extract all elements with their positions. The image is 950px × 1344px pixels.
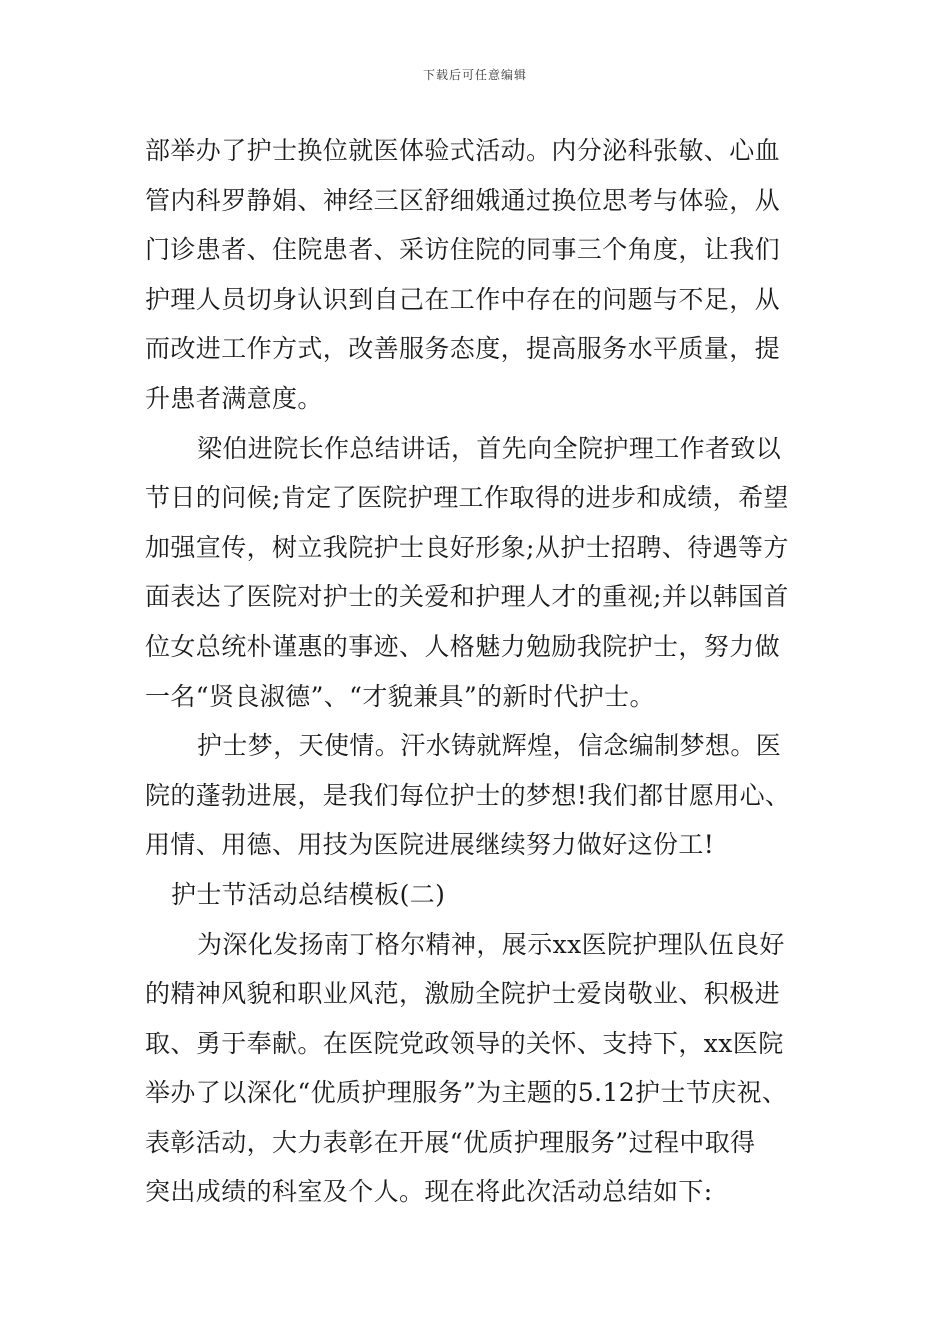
text-line: 管内科罗静娟、神经三区舒细娥通过换位思考与体验，从 — [145, 185, 781, 215]
text-line: 院的蓬勃进展，是我们每位护士的梦想!我们都甘愿用心、 — [145, 780, 791, 810]
text-line: 突出成绩的科室及个人。现在将此次活动总结如下: — [145, 1177, 713, 1207]
text-line: 一名“贤良淑德”、“才貌兼具”的新时代护士。 — [145, 681, 655, 711]
document-body — [145, 126, 825, 1217]
section-heading: 护士节活动总结模板(二) — [171, 879, 446, 909]
text-line: 部举办了护士换位就医体验式活动。内分泌科张敏、心血 — [145, 136, 781, 165]
page-header: 下载后可任意编辑 — [422, 68, 527, 82]
text-line: 护理人员切身认识到自己在工作中存在的问题与不足，从 — [145, 284, 781, 314]
text-line: 节日的问候;肯定了医院护理工作取得的进步和成绩，希望 — [145, 483, 789, 513]
text-line: 取、勇于奉献。在医院党政领导的关怀、支持下，xx医院 — [145, 1028, 784, 1058]
paragraph-start-line: 为深化发扬南丁格尔精神，展示xx医院护理队伍良好 — [197, 929, 785, 959]
paragraph-start-line: 梁伯进院长作总结讲话，首先向全院护理工作者致以 — [197, 433, 782, 463]
text-line: 面表达了医院对护士的关爱和护理人才的重视;并以韩国首 — [145, 582, 789, 612]
text-line: 用情、用德、用技为医院进展继续努力做好这份工! — [145, 830, 715, 860]
text-line: 位女总统朴谨惠的事迹、人格魅力勉励我院护士，努力做 — [145, 631, 781, 661]
text-line: 表彰活动，大力表彰在开展“优质护理服务”过程中取得 — [145, 1127, 756, 1157]
text-line: 而改进工作方式，改善服务态度，提高服务水平质量，提 — [145, 334, 781, 364]
text-line: 举办了以深化“优质护理服务”为主题的5.12护士节庆祝、 — [145, 1078, 788, 1108]
text-line: 的精神风貌和职业风范，激励全院护士爱岗敬业、积极进 — [145, 979, 781, 1009]
text-line: 加强宣传，树立我院护士良好形象;从护士招聘、待遇等方 — [145, 532, 789, 562]
paragraph-start-line: 护士梦，天使情。汗水铸就辉煌，信念编制梦想。医 — [197, 731, 782, 761]
text-line: 升患者满意度。 — [145, 383, 323, 413]
text-line: 门诊患者、住院患者、采访住院的同事三个角度，让我们 — [145, 235, 781, 265]
